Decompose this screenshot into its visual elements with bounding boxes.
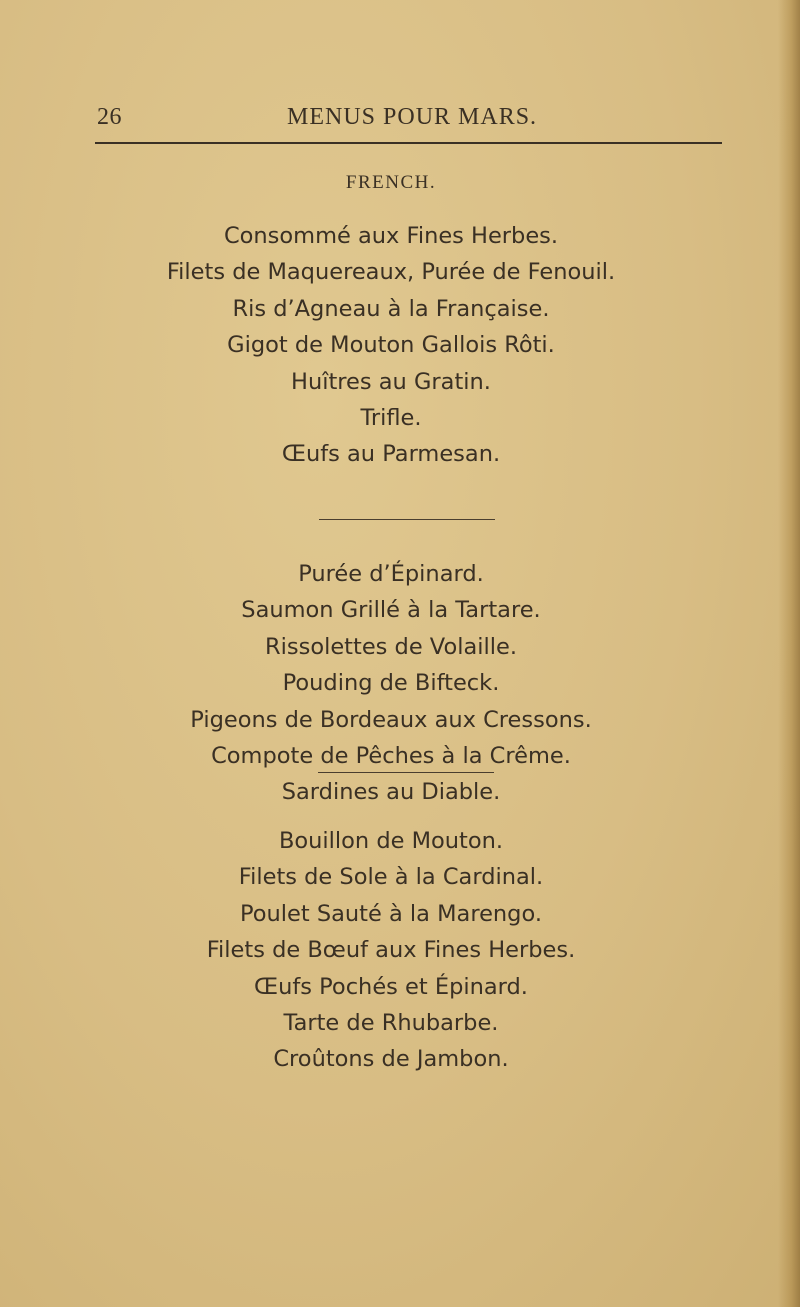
menu-divider (319, 519, 495, 520)
page-header (0, 104, 800, 140)
menu-item: Consommé aux Fines Herbes. (223, 223, 559, 249)
menu-item: Gigot de Mouton Gallois Rôti. (227, 332, 555, 359)
menu-item: Sardines au Diable. (281, 779, 501, 806)
menu-item: Saumon Grillé à la Tartare. (241, 597, 541, 624)
menu-divider (318, 772, 494, 773)
page-number: 26 (97, 104, 122, 130)
section-title: FRENCH. (345, 172, 437, 193)
menu-item: Filets de Maquereaux, Purée de Fenouil. (166, 259, 616, 286)
menu-item: Œufs Pochés et Épinard. (254, 973, 528, 1000)
menu-1 (0, 218, 800, 473)
running-head: MENUS POUR MARS. (287, 104, 538, 130)
menu-item: Huîtres au Gratin. (291, 368, 491, 395)
menu-item: Filets de Sole à la Cardinal. (238, 864, 544, 891)
menu-item: Bouillon de Mouton. (278, 828, 504, 854)
menu-item: Poulet Sauté à la Marengo. (239, 900, 542, 927)
menu-item: Tarte de Rhubarbe. (283, 1009, 499, 1036)
menu-item: Trifle. (360, 404, 422, 431)
menu-item: Compote de Pêches à la Crême. (211, 742, 571, 769)
menu-item: Œufs au Parmesan. (281, 441, 501, 468)
menu-item: Pouding de Bifteck. (282, 670, 500, 697)
menu-item: Purée d’Épinard. (298, 561, 484, 587)
menu-item: Ris d’Agneau à la Française. (232, 295, 550, 322)
menu-item: Rissolettes de Volaille. (264, 633, 518, 660)
menu-item: Croûtons de Jambon. (273, 1046, 509, 1073)
menu-item: Filets de Bœuf aux Fines Herbes. (206, 937, 576, 964)
menu-3 (0, 823, 800, 1078)
header-rule (95, 142, 722, 144)
menu-item: Pigeons de Bordeaux aux Cressons. (190, 706, 592, 733)
